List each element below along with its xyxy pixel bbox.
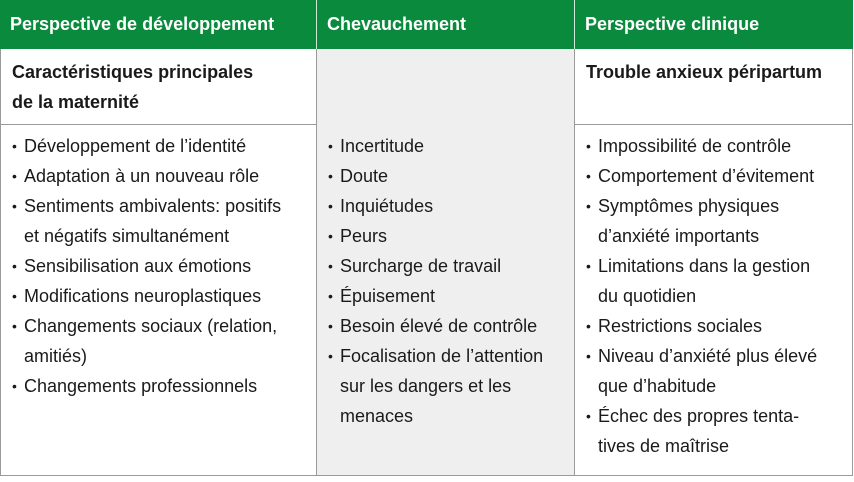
bullet-icon: •	[12, 198, 17, 214]
list-item	[1, 161, 316, 191]
list-item	[575, 161, 853, 191]
bullet-icon: •	[12, 318, 17, 334]
list-item	[317, 221, 574, 251]
list-item	[317, 251, 574, 281]
bullet-icon: •	[586, 198, 591, 214]
list-item	[1, 281, 316, 311]
list-item	[575, 341, 853, 401]
bullet-icon: •	[586, 138, 591, 154]
list-overlap	[317, 131, 574, 431]
list-item-text: Focalisation de l’attention	[340, 346, 544, 366]
list-developmental	[1, 131, 316, 401]
column-clinical	[575, 49, 853, 475]
list-item	[575, 401, 853, 461]
list-item	[1, 131, 316, 161]
list-item	[575, 251, 853, 311]
list-item-text: Échec des propres tenta-	[598, 406, 800, 426]
list-item-text: amitiés)	[24, 346, 88, 366]
list-item	[317, 131, 574, 161]
list-item-text: Besoin élevé de contrôle	[340, 316, 538, 336]
bullet-icon: •	[586, 168, 591, 184]
list-item-text: Changements sociaux (relation,	[24, 316, 278, 336]
list-item	[575, 191, 853, 251]
bullet-icon: •	[586, 348, 591, 364]
list-item-text: Épuisement	[340, 286, 436, 306]
list-item-text: Symptômes physiques	[598, 196, 780, 216]
list-item-text: Modifications neuroplastiques	[24, 286, 262, 306]
bullet-icon: •	[328, 228, 333, 244]
list-item	[1, 191, 316, 251]
list-item-text: Développement de l’identité	[24, 136, 247, 156]
subhead-line: Caractéristiques principales	[12, 62, 254, 82]
list-item-text: Comportement d’évitement	[598, 166, 815, 186]
bullet-icon: •	[328, 198, 333, 214]
list-item-text: Inquiétudes	[340, 196, 434, 216]
bullet-icon: •	[328, 258, 333, 274]
list-item-text: Changements professionnels	[24, 376, 258, 396]
bullet-icon: •	[12, 288, 17, 304]
list-item-text: Limitations dans la gestion	[598, 256, 811, 276]
bullet-icon: •	[328, 288, 333, 304]
bullet-icon: •	[586, 408, 591, 424]
subhead-developmental	[1, 49, 316, 125]
list-item	[317, 281, 574, 311]
list-item-text: Incertitude	[340, 136, 425, 156]
list-item	[1, 311, 316, 371]
list-item-text: Impossibilité de contrôle	[598, 136, 792, 156]
bullet-icon: •	[12, 258, 17, 274]
list-item-text: Surcharge de travail	[340, 256, 502, 276]
list-item-text: du quotidien	[598, 286, 697, 306]
header-clinical: Perspective clinique	[575, 0, 853, 49]
list-item-text: Peurs	[340, 226, 388, 246]
list-item-text: Sentiments ambivalents: positifs	[24, 196, 282, 216]
list-item-text: Doute	[340, 166, 389, 186]
bullet-icon: •	[12, 138, 17, 154]
list-item-text: que d’habitude	[598, 376, 717, 396]
bullet-icon: •	[328, 138, 333, 154]
bullet-icon: •	[586, 258, 591, 274]
list-item	[1, 371, 316, 401]
bullet-icon: •	[328, 348, 333, 364]
header-developmental: Perspective de développement	[0, 0, 316, 49]
list-item	[575, 131, 853, 161]
list-item	[317, 191, 574, 221]
list-item	[575, 311, 853, 341]
column-overlap	[316, 49, 575, 475]
list-item	[317, 341, 574, 431]
bullet-icon: •	[328, 318, 333, 334]
bullet-icon: •	[12, 378, 17, 394]
list-item-text: Sensibilisation aux émotions	[24, 256, 252, 276]
list-item	[317, 161, 574, 191]
subhead-clinical	[575, 49, 853, 125]
subhead-line: Trouble anxieux péripartum	[586, 62, 823, 82]
list-item	[1, 251, 316, 281]
bullet-icon: •	[586, 318, 591, 334]
list-item-text: Restrictions sociales	[598, 316, 763, 336]
list-item-text: et négatifs simultanément	[24, 226, 230, 246]
list-item	[317, 311, 574, 341]
list-item-text: tives de maîtrise	[598, 436, 730, 456]
list-item-text: Niveau d’anxiété plus élevé	[598, 346, 818, 366]
subhead-line: de la maternité	[12, 92, 140, 112]
header-overlap: Chevauchement	[317, 0, 574, 49]
list-item-text: d’anxiété importants	[598, 226, 760, 246]
bullet-icon: •	[328, 168, 333, 184]
list-item-text: Adaptation à un nouveau rôle	[24, 166, 260, 186]
list-item-text: sur les dangers et les	[340, 376, 512, 396]
list-clinical	[575, 131, 853, 461]
bullet-icon: •	[12, 168, 17, 184]
column-developmental	[0, 49, 316, 475]
list-item-text: menaces	[340, 406, 414, 426]
